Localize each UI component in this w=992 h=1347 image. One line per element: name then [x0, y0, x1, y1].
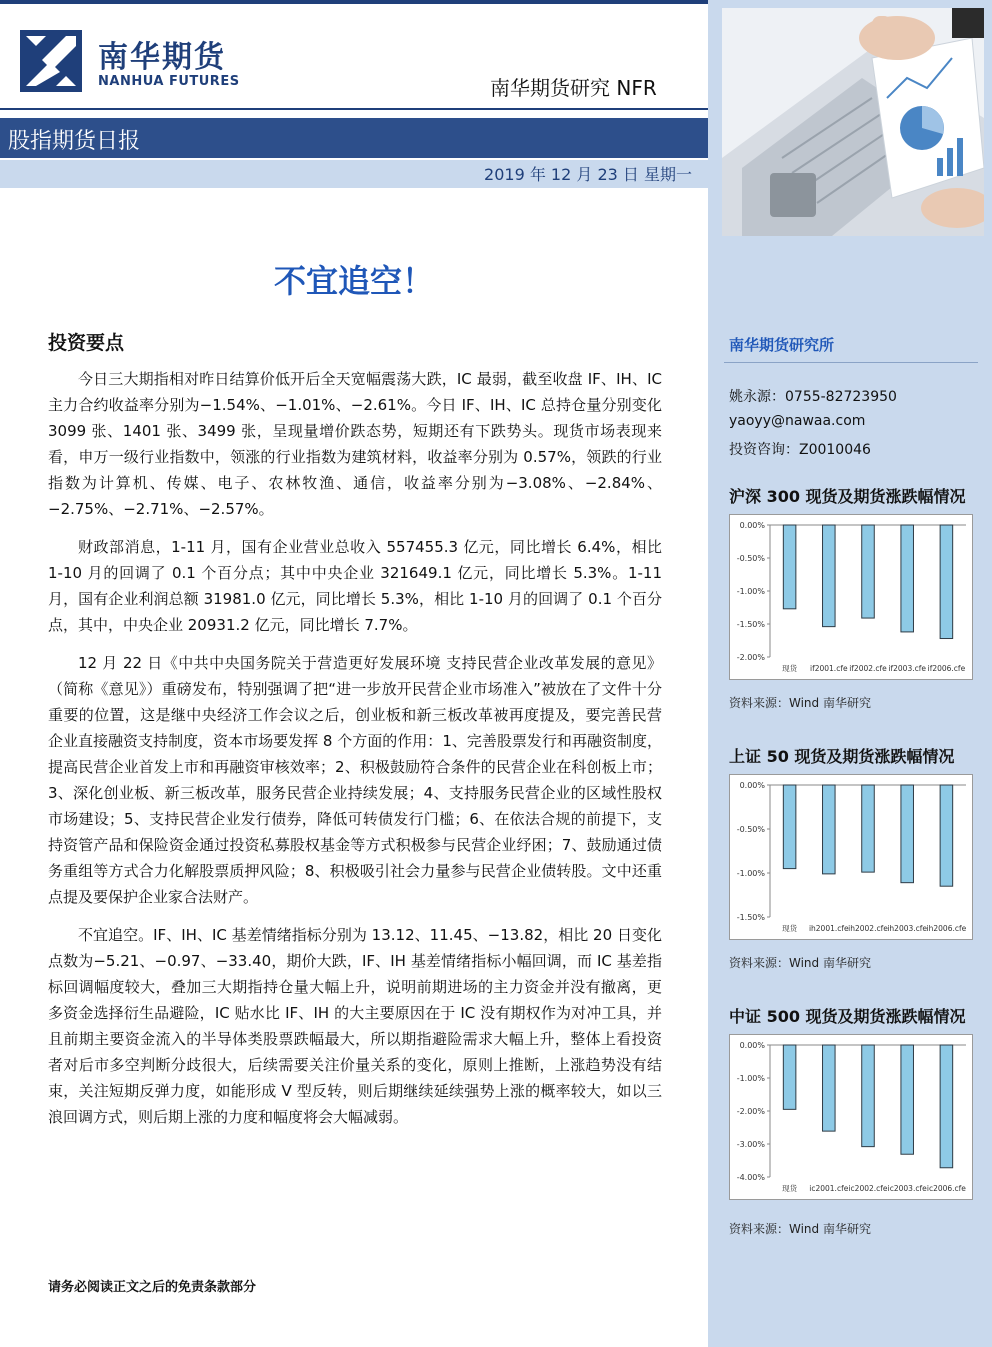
x-category-label: if2001.cfe	[810, 664, 848, 673]
analyst-phone: 姚永源：0755-82723950	[729, 389, 897, 405]
header-divider	[0, 108, 708, 110]
section-heading-key-points: 投资要点	[48, 332, 125, 354]
chart-csi300	[729, 514, 973, 680]
bar	[823, 525, 836, 627]
y-tick-label: -1.00%	[736, 1074, 765, 1083]
x-category-label: if2002.cfe	[849, 664, 887, 673]
bar	[783, 785, 796, 869]
y-tick-label: -2.00%	[736, 1107, 765, 1116]
research-brand: 南华期货研究 NFR	[490, 76, 657, 100]
y-tick-label: -1.00%	[736, 869, 765, 878]
bar	[940, 525, 953, 639]
chart-source-sse50: 资料来源：Wind 南华研究	[729, 956, 871, 970]
report-headline: 不宜追空！	[273, 262, 434, 300]
disclaimer-note: 请务必阅读正文之后的免责条款部分	[48, 1280, 257, 1295]
x-category-label: ic2002.cfe	[848, 1184, 888, 1193]
bar	[901, 785, 914, 883]
report-type: 股指期货日报	[8, 129, 141, 154]
chart-sse50	[729, 774, 973, 940]
x-category-label: 现货	[782, 1184, 798, 1193]
bar	[823, 1045, 836, 1131]
y-tick-label: 0.00%	[739, 1041, 765, 1050]
chart-title-csi300: 沪深 300 现货及期货涨跌幅情况	[729, 487, 966, 506]
bar	[783, 525, 796, 609]
bar	[940, 785, 953, 886]
x-category-label: ih2001.cfe	[808, 924, 849, 933]
paragraph-soe-data: 财政部消息，1-11 月，国有企业营业总收入 557455.3 亿元，同比增长 6.4%，相比 1-10 月的回调了 0.1 个百分点；其中中央企业 321649.1 亿元，同比增长 5.3%。1-11 月，国有企业利润总额 31981.0 亿元，同比增长 5.3%，相比 1-10 月的回调了 0.1 个百分点，其中，中央企业 20931.2 亿元，同比增长 7.7%。	[48, 538, 662, 634]
x-category-label: 现货	[782, 924, 798, 933]
x-category-label: ic2003.cfe	[887, 1184, 927, 1193]
y-tick-label: -3.00%	[736, 1140, 765, 1149]
sidebar-divider	[724, 362, 978, 363]
logo-english-text: NANHUA FUTURES	[98, 74, 240, 89]
y-tick-label: -0.50%	[736, 554, 765, 563]
research-institute: 南华期货研究所	[729, 336, 835, 354]
paragraph-market-review: 今日三大期指相对昨日结算价低开后全天宽幅震荡大跌，IC 最弱，截至收盘 IF、IH、IC 主力合约收益率分别为−1.54%、−1.01%、−2.61%。今日 IF、IH、IC 总持仓量分别变化 3099 张、1401 张、3499 张，呈现量增价跌态势，短期还有下跌势头。现货市场表现来看，申万一级行业指数中，领涨的行业指数为建筑材料，收益率分别为 0.57%，领跌的行业指数为计算机、传媒、电子、农林牧渔、通信，收益率分别为−3.08%、−2.84%、−2.75%、−2.71%、−2.57%。	[48, 370, 662, 518]
bar	[901, 1045, 914, 1154]
chart-svg-csi300	[730, 515, 972, 679]
logo-chinese-text: 南华期货	[98, 40, 226, 75]
top-rule	[0, 0, 708, 4]
y-tick-label: -4.00%	[736, 1173, 765, 1182]
x-category-label: ic2006.cfe	[926, 1184, 966, 1193]
x-category-label: if2006.cfe	[927, 664, 966, 673]
x-category-label: ih2006.cfe	[926, 924, 967, 933]
x-category-label: if2003.cfe	[888, 664, 926, 673]
y-tick-label: -1.50%	[736, 620, 765, 629]
bar	[862, 1045, 875, 1147]
analyst-email[interactable]: yaoyy@nawaa.com	[729, 413, 866, 429]
y-tick-label: 0.00%	[739, 521, 765, 530]
x-category-label: 现货	[782, 664, 798, 673]
chart-svg-sse50	[730, 775, 972, 939]
x-category-label: ih2003.cfe	[887, 924, 928, 933]
company-logo	[20, 30, 250, 100]
bar	[940, 1045, 953, 1168]
x-category-label: ic2001.cfe	[809, 1184, 849, 1193]
header-photo	[722, 8, 984, 236]
y-tick-label: -1.00%	[736, 587, 765, 596]
logo-mark-icon	[20, 30, 82, 92]
chart-title-sse50: 上证 50 现货及期货涨跌幅情况	[729, 747, 955, 766]
bar	[862, 785, 875, 872]
y-tick-label: -0.50%	[736, 825, 765, 834]
bar	[823, 785, 836, 874]
bar	[862, 525, 875, 618]
bar	[901, 525, 914, 632]
x-category-label: ih2002.cfe	[848, 924, 888, 933]
chart-csi500	[729, 1034, 973, 1200]
laptop-photo-illustration	[722, 8, 984, 236]
y-tick-label: 0.00%	[739, 781, 765, 790]
paragraph-outlook: 不宜追空。IF、IH、IC 基差情绪指标分别为 13.12、11.45、−13.82，相比 20 日变化点数为−5.21、−0.97、−33.40，期价大跌，IF、IH 基差情绪指标小幅回调，而 IC 基差指标回调幅度较大，叠加三大期指持仓量大幅上升，说明前期进场的主力资金并没有撤离，更多资金选择衍生品避险，IC 贴水比 IF、IH 的大主要原因在于 IC 没有期权作为对冲工具，并且前期主要资金流入的半导体类股票跌幅最大，所以期指避险需求大幅上升，整体上看投资者对后市多空判断分歧很大，后续需要关注价量关系的变化，原则上推断，上涨趋势没有结束，关注短期反弹力度，如能形成 V 型反转，则后期继续延续强势上涨的概率较大，如以三浪回调方式，则后期上涨的力度和幅度将会大幅减弱。	[48, 926, 662, 1126]
chart-source-csi500: 资料来源：Wind 南华研究	[729, 1222, 871, 1236]
chart-svg-csi500	[730, 1035, 972, 1199]
report-date: 2019 年 12 月 23 日 星期一	[484, 165, 692, 184]
paragraph-policy: 12 月 22 日《中共中央国务院关于营造更好发展环境 支持民营企业改革发展的意见》（简称《意见》）重磅发布，特别强调了把“进一步放开民营企业市场准入”被放在了文件十分重要的位置，这是继中央经济工作会议之后，创业板和新三板改革被再度提及，要完善民营企业直接融资支持制度，资本市场要发挥 8 个方面的作用：1、完善股票发行和再融资制度，提高民营企业首发上市和再融资审核效率；2、积极鼓励符合条件的民营企业在科创板上市；3、深化创业板、新三板改革，服务民营企业持续发展；4、支持服务民营企业的区域性股权市场建设；5、支持民营企业发行债券，降低可转债发行门槛；6、在依法合规的前提下，支持资管产品和保险资金通过投资私募股权基金等方式积极参与民营企业纾困；7、鼓励通过债务重组等方式合力化解股票质押风险；8、积极吸引社会力量参与民营企业债转股。文中还重点提及要保护企业家合法财产。	[48, 654, 662, 906]
license-number: 投资咨询：Z0010046	[729, 442, 871, 458]
bar	[783, 1045, 796, 1109]
chart-source-csi300: 资料来源：Wind 南华研究	[729, 696, 871, 710]
chart-title-csi500: 中证 500 现货及期货涨跌幅情况	[729, 1007, 966, 1026]
article-body	[48, 366, 662, 1142]
y-tick-label: -1.50%	[736, 913, 765, 922]
y-tick-label: -2.00%	[736, 653, 765, 662]
